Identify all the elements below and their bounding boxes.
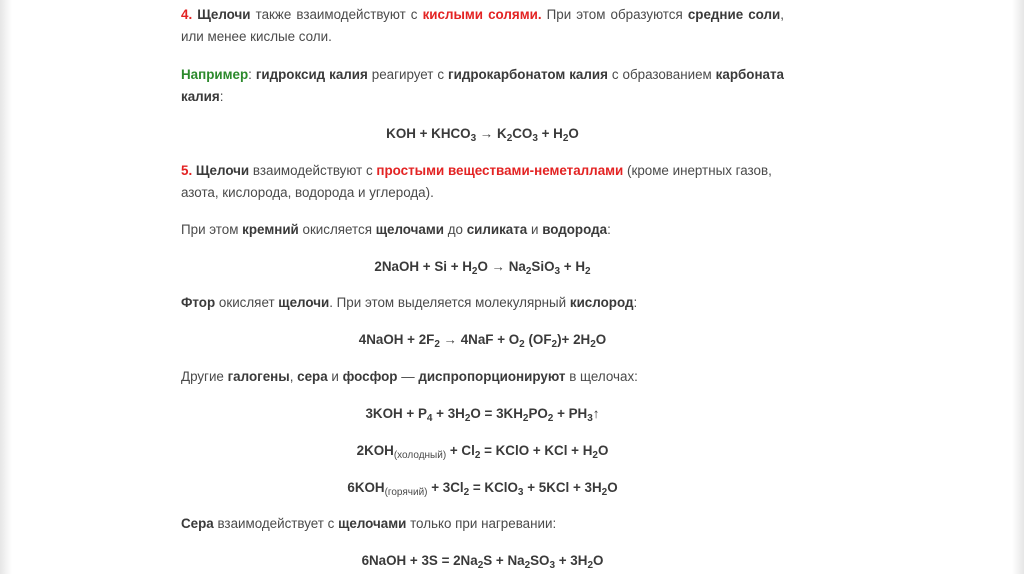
term: кремний [242, 222, 299, 237]
subscript: 2 [506, 133, 513, 144]
gas-arrow: ↑ [592, 406, 600, 421]
term: гидроксид калия [255, 67, 368, 82]
text: : [219, 89, 224, 104]
subscript: 3 [470, 133, 477, 144]
eq-part: (OF [524, 332, 552, 347]
equation-koh-khco3 [181, 123, 784, 145]
text: окисляет [215, 295, 279, 310]
equation-naoh-f2 [181, 329, 784, 351]
text: : [607, 222, 611, 237]
subscript: 3 [517, 487, 524, 498]
eq-part: SiO [531, 259, 555, 274]
sulfur-paragraph [181, 513, 784, 535]
subscript: 4 [426, 413, 433, 424]
term: Фтор [181, 295, 216, 310]
text: взаимодействует с [213, 516, 339, 531]
subscript: 2 [590, 339, 596, 350]
subscript: 2 [471, 266, 478, 277]
eq-part: → 4NaF + O [439, 332, 520, 347]
item-number: 4. [181, 7, 193, 22]
eq-part: + 3H [432, 406, 465, 421]
subscript: 2 [524, 560, 531, 571]
equation-koh-hot-cl2 [181, 477, 784, 499]
eq-part: O [595, 332, 607, 347]
term: гидрокарбонатом калия [448, 67, 608, 82]
subscript: 2 [434, 339, 440, 350]
eq-part: 2NaOH + Si + H [374, 259, 472, 274]
text: Другие [181, 369, 228, 384]
eq-part: 2KOH [356, 443, 394, 458]
eq-part: + 3H [555, 553, 588, 568]
term: средние соли [687, 7, 781, 22]
subscript: 2 [519, 339, 525, 350]
term: Щелочи [192, 163, 250, 178]
subscript: 2 [585, 266, 591, 277]
eq-part: 4NaOH + 2F [358, 332, 435, 347]
subscript: 2 [587, 560, 593, 571]
subscript: 2 [522, 413, 529, 424]
term: щелочами [375, 222, 444, 237]
highlight-term: кислыми солями. [422, 7, 542, 22]
subscript: 2 [525, 266, 532, 277]
equation-koh-p4 [181, 403, 784, 425]
eq-part: + Cl [446, 443, 475, 458]
eq-part: PO [528, 406, 548, 421]
term: карбоната калия [181, 67, 784, 104]
condition-note: (горячий) [384, 487, 428, 498]
paragraph-5 [181, 160, 784, 204]
subscript: 2 [474, 450, 481, 461]
subscript: 3 [532, 133, 538, 144]
slide-edge-right [1012, 0, 1024, 574]
eq-part: O [593, 553, 604, 568]
eq-part: CO [512, 126, 533, 141]
silicon-paragraph [181, 219, 784, 241]
text: При этом [181, 222, 243, 237]
eq-part: = KClO + KCl + H [480, 443, 593, 458]
term: водорода [542, 222, 608, 237]
subscript: 2 [592, 450, 598, 461]
paragraph-4 [181, 4, 784, 48]
equation-koh-cold-cl2 [181, 440, 784, 462]
text: до [443, 222, 467, 237]
eq-part: + PH [553, 406, 588, 421]
eq-part: O [607, 480, 618, 495]
eq-part: + H [537, 126, 563, 141]
eq-part: S + Na [483, 553, 525, 568]
subscript: 2 [547, 413, 554, 424]
eq-part: O [597, 443, 609, 458]
term: диспропорционируют [418, 369, 566, 384]
eq-part: O [568, 126, 579, 141]
condition-note: (холодный) [393, 450, 447, 461]
text: также взаимодействуют с [250, 7, 423, 22]
eq-part: = KClO [469, 480, 518, 495]
eq-part: 6KOH [347, 480, 385, 495]
term: галогены [227, 369, 290, 384]
eq-part: O → Na [477, 259, 526, 274]
example-label: Например [181, 67, 249, 82]
text: в щелочах: [565, 369, 638, 384]
eq-part: SO [530, 553, 550, 568]
subscript: 2 [464, 413, 471, 424]
eq-part: + 5KCl + 3H [523, 480, 602, 495]
subscript: 2 [551, 339, 558, 350]
subscript: 2 [463, 487, 470, 498]
term: силиката [466, 222, 528, 237]
item-number: 5. [181, 163, 193, 178]
text: , [289, 369, 298, 384]
term: фосфор [342, 369, 398, 384]
eq-part: )+ 2H [557, 332, 591, 347]
fluorine-paragraph [181, 292, 784, 314]
subscript: 2 [601, 487, 608, 498]
text: и [327, 369, 343, 384]
eq-part: KOH + KHCO [386, 126, 471, 141]
term: Щелочи [197, 7, 251, 22]
text: . При этом выделяется молекулярный [329, 295, 570, 310]
eq-part: + 3Cl [427, 480, 464, 495]
text: только при нагревании: [406, 516, 557, 531]
halogens-paragraph [181, 366, 784, 388]
text: с образованием [607, 67, 716, 82]
example-paragraph [181, 64, 784, 108]
equation-naoh-s [181, 550, 784, 572]
text: реагирует с [367, 67, 449, 82]
term: щелочами [338, 516, 407, 531]
text: , или менее кислые соли. [181, 7, 784, 44]
text: : [248, 67, 256, 82]
text: При этом образуются [541, 7, 688, 22]
text: — [397, 369, 419, 384]
subscript: 2 [562, 133, 569, 144]
subscript: 3 [549, 560, 556, 571]
term: щелочи [278, 295, 330, 310]
text: и [527, 222, 543, 237]
text: (кроме инертных газов, азота, кислорода, водорода и углерода). [181, 163, 772, 200]
text: : [633, 295, 638, 310]
text: окисляется [298, 222, 376, 237]
subscript: 3 [587, 413, 593, 424]
eq-part: 3KOH + P [365, 406, 427, 421]
equation-naoh-si [181, 256, 784, 278]
highlight-term: простыми веществами-неметаллами [376, 163, 624, 178]
eq-part: O = 3KH [470, 406, 523, 421]
subscript: 3 [554, 266, 561, 277]
eq-part: + H [560, 259, 585, 274]
subscript: 2 [477, 560, 484, 571]
eq-part: 6NaOH + 3S = 2Na [361, 553, 478, 568]
eq-part: → K [476, 126, 507, 141]
term: кислород [569, 295, 634, 310]
text: взаимодействуют с [249, 163, 377, 178]
term: сера [297, 369, 328, 384]
slide-edge-left [0, 0, 12, 574]
term: Сера [181, 516, 214, 531]
